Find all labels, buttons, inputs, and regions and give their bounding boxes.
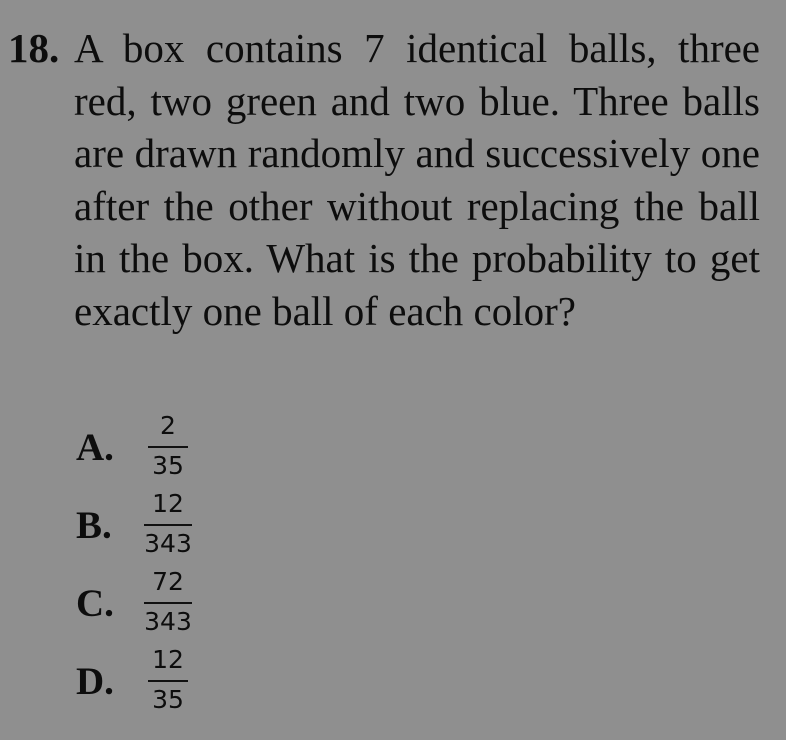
fraction-numerator: 2 [160,411,176,440]
fraction-bar [148,680,188,682]
option-a[interactable] [76,410,276,484]
fraction-bar [144,524,192,526]
fraction-denominator: 343 [144,529,192,558]
option-fraction [140,488,196,562]
fraction-numerator: 12 [152,489,184,518]
fraction-denominator: 35 [152,451,184,480]
option-fraction [140,566,196,640]
option-c[interactable] [76,566,276,640]
option-letter: D. [76,660,114,703]
question-text: A box contains 7 identical balls, three red, two green and two blue. Three balls are drawn randomly and successively one after the other without replacing the ball in the box. What is the probability to get exactly one ball of each color? [74,25,760,334]
option-fraction [140,644,196,718]
fraction-numerator: 72 [152,567,184,596]
option-letter: A. [76,426,114,469]
option-d[interactable] [76,644,276,718]
option-letter: C. [76,582,114,625]
question-block [8,22,760,337]
option-b[interactable] [76,488,276,562]
fraction-denominator: 343 [144,607,192,636]
fraction-bar [144,602,192,604]
question-number: 18. [8,25,60,71]
fraction-denominator: 35 [152,685,184,714]
option-letter: B. [76,504,112,547]
fraction-bar [148,446,188,448]
option-fraction [140,410,196,484]
fraction-numerator: 12 [152,645,184,674]
